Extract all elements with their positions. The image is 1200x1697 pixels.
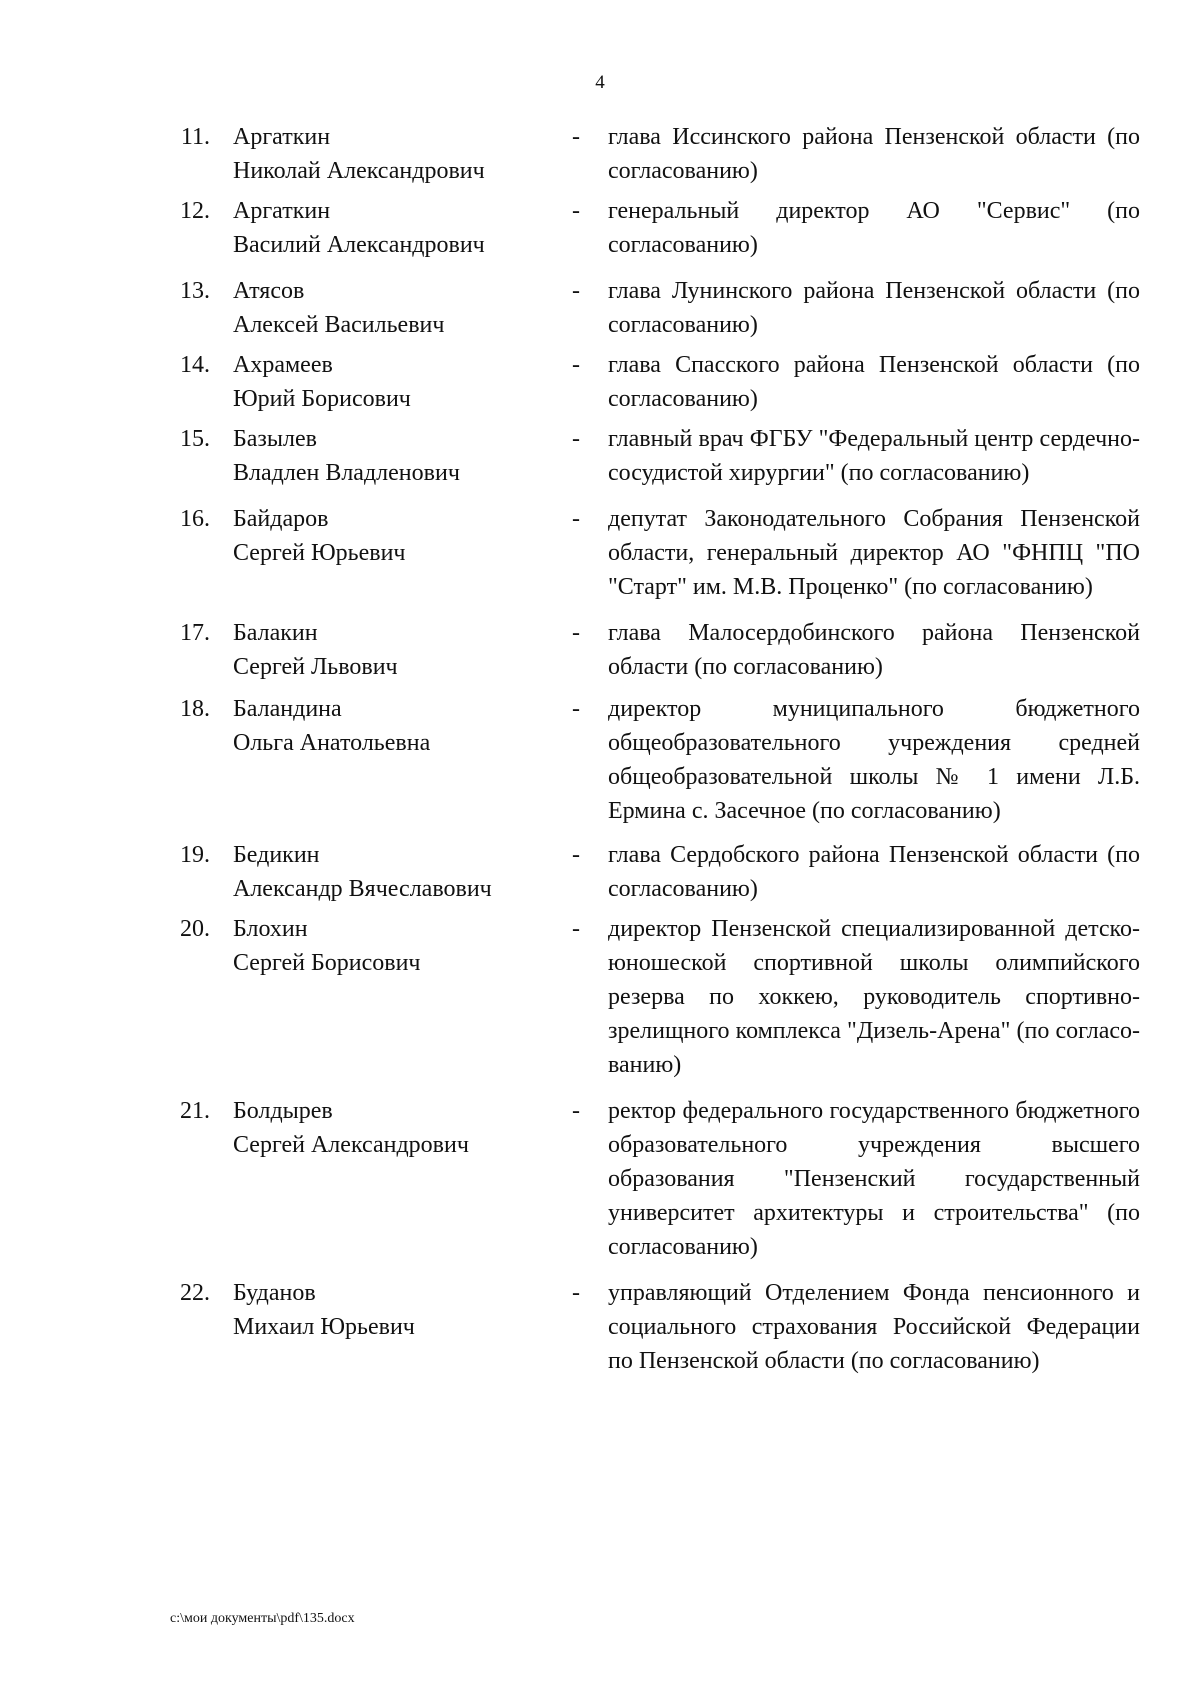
list-item [0,502,1200,604]
item-number: 16. [180,506,210,532]
list-item [0,348,1200,416]
member-surname: Бедикин [233,842,320,868]
member-position: директор Пензенской специализированной детско-юношеской спортивной школы олимпийского резерва по хоккею, руководитель спортивно-зрелищного комплекса "Дизель-Арена" (по согласо-ванию) [608,916,1140,1078]
member-name [233,348,563,416]
dash-separator: - [572,916,580,942]
dash-separator: - [572,1280,580,1306]
dash-separator: - [572,620,580,646]
member-position: глава Сердобского района Пензенской области (по согласованию) [608,842,1140,902]
list-item [0,194,1200,262]
member-given-names: Сергей Борисович [233,950,421,976]
item-number: 12. [180,198,210,224]
member-name [233,1276,563,1344]
dash-separator: - [572,1098,580,1124]
member-surname: Блохин [233,916,308,942]
member-surname: Буданов [233,1280,316,1306]
dash-separator: - [572,426,580,452]
list-item [0,912,1200,1082]
item-number: 14. [180,352,210,378]
member-given-names: Сергей Юрьевич [233,540,406,566]
member-surname: Атясов [233,278,305,304]
item-number: 13. [180,278,210,304]
member-name [233,502,563,570]
dash-separator: - [572,124,580,150]
commission-member-list [0,120,1200,1378]
item-number: 15. [180,426,210,452]
member-position: депутат Законодательного Собрания Пензенской области, генеральный директор АО "ФНПЦ "ПО "Старт" им. М.В. Проценко" (по согласованию) [608,506,1140,600]
member-position: генеральный директор АО "Сервис" (по согласованию) [608,198,1140,258]
member-position: директор муниципального бюджетного общеобразовательного учреждения средней общеобразовательной школы № 1 имени Л.Б. Ермина с. Засечное (по согласованию) [608,696,1140,824]
member-given-names: Сергей Александрович [233,1132,469,1158]
member-given-names: Михаил Юрьевич [233,1314,415,1340]
dash-separator: - [572,506,580,532]
member-surname: Ахрамеев [233,352,333,378]
list-item [0,616,1200,684]
member-position: управляющий Отделением Фонда пенсионного и социального страхования Российской Федерации по Пензенской области (по согласованию) [608,1280,1140,1374]
list-item [0,692,1200,828]
member-surname: Баландина [233,696,342,722]
page-number: 4 [595,72,605,93]
member-name [233,838,563,906]
member-given-names: Ольга Анатольевна [233,730,431,756]
member-name [233,692,563,760]
list-item [0,1276,1200,1378]
member-surname: Байдаров [233,506,329,532]
member-name [233,912,563,980]
item-number: 20. [180,916,210,942]
member-position: главный врач ФГБУ "Федеральный центр сердечно-сосудистой хирургии" (по согласованию) [608,426,1140,486]
dash-separator: - [572,696,580,722]
member-position: глава Лунинского района Пензенской области (по согласованию) [608,278,1140,338]
member-position: ректор федерального государственного бюджетного образовательного учреждения высшего образования "Пензенский государственный университет архитектуры и строительства" (по согласованию) [608,1098,1140,1260]
footer-file-path: c:\мои документы\pdf\135.docx [170,1611,355,1626]
member-given-names: Владлен Владленович [233,460,460,486]
item-number: 18. [180,696,210,722]
member-surname: Аргаткин [233,124,331,150]
member-position: глава Малосердобинского района Пензенской области (по согласованию) [608,620,1140,680]
member-name [233,422,563,490]
member-name [233,120,563,188]
member-given-names: Сергей Львович [233,654,398,680]
member-given-names: Алексей Васильевич [233,312,445,338]
member-surname: Болдырев [233,1098,333,1124]
item-number: 17. [180,620,210,646]
member-given-names: Николай Александрович [233,158,485,184]
item-number: 19. [180,842,210,868]
member-surname: Аргаткин [233,198,331,224]
item-number: 21. [180,1098,210,1124]
member-name [233,1094,563,1162]
item-number: 22. [180,1280,210,1306]
member-name [233,616,563,684]
member-given-names: Василий Александрович [233,232,485,258]
member-given-names: Александр Вячеславович [233,876,492,902]
member-position: глава Спасского района Пензенской области (по согласованию) [608,352,1140,412]
member-name [233,274,563,342]
list-item [0,422,1200,490]
list-item [0,274,1200,342]
member-name [233,194,563,262]
dash-separator: - [572,278,580,304]
member-given-names: Юрий Борисович [233,386,411,412]
list-item [0,1094,1200,1264]
list-item [0,838,1200,906]
member-surname: Балакин [233,620,318,646]
dash-separator: - [572,842,580,868]
list-item [0,120,1200,188]
dash-separator: - [572,352,580,378]
dash-separator: - [572,198,580,224]
member-surname: Базылев [233,426,317,452]
item-number: 11. [180,124,210,150]
member-position: глава Иссинского района Пензенской области (по согласованию) [608,124,1140,184]
